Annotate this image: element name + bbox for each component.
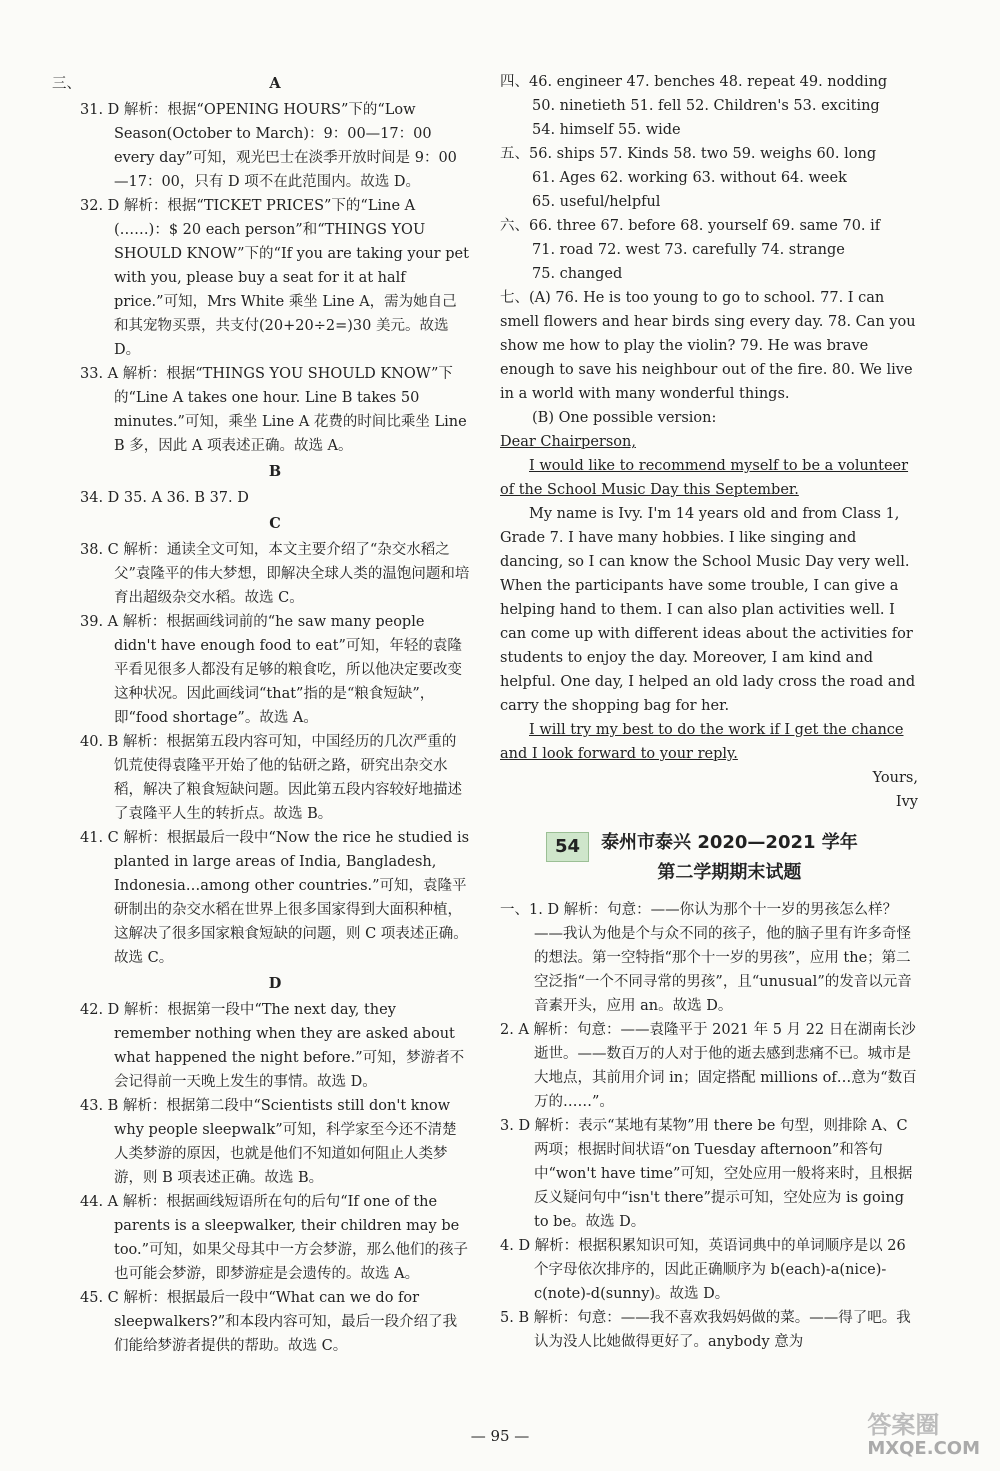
answer-33: 33. A 解析：根据“THINGS YOU SHOULD KNOW”下的“Line A takes one hour. Line B takes 50 minutes.”可知，乘坐 Line A 花费的时间比乘坐 Line B 多，因此 A 项表述正确。故选 A。: [80, 366, 467, 454]
watermark-text: 答案圈: [867, 1411, 940, 1439]
answer-44: 44. A 解析：根据画线短语所在句的后句“If one of the parents is a sleepwalker, their children may be too.”可知，如果父母其中一方会梦游，那么他们的孩子也可能会梦游，即梦游症是会遗传的。故选 A。: [80, 1194, 469, 1282]
answers-66-70: 六、66. three 67. before 68. yourself 69. same 70. if: [500, 218, 881, 234]
test-title-line-2: 第二学期期末试题: [657, 862, 802, 883]
section-three-marker: 三、: [52, 76, 81, 92]
answer-42: 42. D 解析：根据第一段中“The next day, they remember nothing when they are asked about what happened the night before.”可知，梦游者不会记得前一天晚上发生的事情。故选 D。: [80, 1002, 465, 1090]
letter-signature: Ivy: [895, 794, 918, 810]
answers-46-49: 四、46. engineer 47. benches 48. repeat 49. nodding: [500, 74, 888, 90]
letter-paragraph-1: I would like to recommend myself to be a volunteer of the School Music Day this September.: [500, 458, 909, 498]
letter-closing: Yours,: [872, 770, 918, 786]
test-number-badge: 54: [546, 832, 589, 862]
answer-32: 32. D 解析：根据“TICKET PRICES”下的“Line A (……)：$ 20 each person”和“THINGS YOU SHOULD KNOW”下的“If you are taking your pet with you, please buy a seat for it at half price.”可知，Mrs White 乘坐 Line A，需为她自己和其宠物买票，共支付(20+20÷2=)30 美元。故选 D。: [80, 198, 469, 358]
answers-34-37: 34. D 35. A 36. B 37. D: [80, 490, 249, 506]
answer-test-5: 5. B 解析：句意：——我不喜欢我妈妈做的菜。——得了吧。我认为没人比她做得更好了。anybody 意为: [500, 1310, 911, 1350]
section-D-heading: D: [268, 975, 282, 992]
answer-test-2: 2. A 解析：句意：——袁隆平于 2021 年 5 月 22 日在湖南长沙逝世。——数百万的人对于他的逝去感到悲痛不已。城市是大地点，其前用介词 in；固定搭配 millions of…意为“数百万的……”。: [500, 1022, 917, 1110]
answer-39: 39. A 解析：根据画线词前的“he saw many people didn't have enough food to eat”可知，年轻的袁隆平看见很多人都没有足够的粮食吃，所以他决定要改变这种状况。因此画线词“that”指的是“粮食短缺”，即“food shortage”。故选 A。: [80, 614, 462, 726]
answers-71-74: 71. road 72. west 73. carefully 74. strange: [532, 242, 845, 258]
writing-version-label: (B) One possible version:: [532, 410, 717, 426]
answers-54-55: 54. himself 55. wide: [532, 122, 681, 138]
answers-76-80: 七、(A) 76. He is too young to go to school. 77. I can smell flowers and hear birds sing every day. 78. Can you show me how to play the violin? 79. He was brave enough to save his neighbour out of the fire. 80. We live in a world with many wonderful things.: [500, 290, 916, 402]
section-B-heading: B: [268, 463, 282, 480]
answer-41: 41. C 解析：根据最后一段中“Now the rice he studied is planted in large areas of India, Bangladesh, Indonesia…among other countries.”可知，袁隆平研制出的杂交水稻在世界上很多国家得到大面积种植，这解决了很多国家粮食短缺的问题，则 C 项表述正确。故选 C。: [80, 830, 470, 966]
answer-test-1: 一、1. D 解析：句意：——你认为那个十一岁的男孩怎么样？——我认为他是个与众不同的孩子，他的脑子里有许多奇怪的想法。第一空特指“那个十一岁的男孩”，应用 the；第二空泛指“一个不同寻常的男孩”，且“unusual”的发音以元音音素开头，应用 an。故选 D。: [500, 902, 912, 1014]
letter-paragraph-2: My name is Ivy. I'm 14 years old and from Class 1, Grade 7. I have many hobbies. I like singing and dancing, so I can know the School Music Day very well. When the participants have some trouble, I can give a helping hand to them. I can also plan activities well. I can come up with different ideas about the activities for students to enjoy the day. Moreover, I am kind and helpful. One day, I helped an old lady cross the road and carry the shopping bag for her.: [500, 506, 916, 714]
letter-paragraph-3: I will try my best to do the work if I get the chance and I look forward to your reply.: [500, 722, 904, 762]
left-column: [80, 70, 470, 1358]
answer-65: 65. useful/helpful: [532, 194, 661, 210]
answers-61-64: 61. Ages 62. working 63. without 64. week: [532, 170, 847, 186]
section-C-heading: C: [269, 515, 281, 532]
answers-50-53: 50. ninetieth 51. fell 52. Children's 53. exciting: [532, 98, 880, 114]
test-title: [601, 828, 858, 888]
watermark-logo: [867, 1413, 980, 1461]
test-heading: [500, 828, 918, 888]
answer-75: 75. changed: [532, 266, 623, 282]
answer-test-3: 3. D 解析：表示“某地有某物”用 there be 句型，则排除 A、C 两项；根据时间状语“on Tuesday afternoon”和答句中“won't have time”可知，空处应用一般将来时，且根据反义疑问句中“isn't there”提示可知，空处应为 is going to be。故选 D。: [500, 1118, 913, 1230]
answer-38: 38. C 解析：通读全文可知，本文主要介绍了“杂交水稻之父”袁隆平的伟大梦想，即解决全球人类的温饱问题和培育出超级杂交水稻。故选 C。: [80, 542, 470, 606]
test-title-line-1: 泰州市泰兴 2020—2021 学年: [601, 832, 858, 853]
watermark-domain: MXQE.COM: [867, 1438, 980, 1459]
answer-43: 43. B 解析：根据第二段中“Scientists still don't know why people sleepwalk”可知，科学家至今还不清楚人类梦游的原因，也就是他们不知道如何阻止人类梦游，则 B 项表述正确。故选 B。: [80, 1098, 457, 1186]
answer-test-4: 4. D 解析：根据积累知识可知，英语词典中的单词顺序是以 26 个字母依次排序的，因此正确顺序为 b(each)-a(nice)-c(note)-d(sunny)。故选 D。: [500, 1238, 906, 1302]
answer-40: 40. B 解析：根据第五段内容可知，中国经历的几次严重的饥荒使得袁隆平开始了他的钻研之路，研究出杂交水稻，解决了粮食短缺问题。因此第五段内容较好地描述了袁隆平人生的转折点。故选 B。: [80, 734, 462, 822]
letter-salutation: Dear Chairperson,: [500, 434, 636, 450]
answer-31: 31. D 解析：根据“OPENING HOURS”下的“Low Season(October to March)：9：00—17：00 every day”可知，观光巴士在淡季开放时间是 9：00—17：00，只有 D 项不在此范围内。故选 D。: [80, 102, 457, 190]
answer-45: 45. C 解析：根据最后一段中“What can we do for sleepwalkers?”和本段内容可知，最后一段介绍了我们能给梦游者提供的帮助。故选 C。: [80, 1290, 458, 1354]
section-A-heading: A: [269, 75, 281, 92]
page-number: — 95 —: [470, 1427, 530, 1445]
answers-56-60: 五、56. ships 57. Kinds 58. two 59. weighs 60. long: [500, 146, 877, 162]
right-column: [500, 70, 918, 1354]
